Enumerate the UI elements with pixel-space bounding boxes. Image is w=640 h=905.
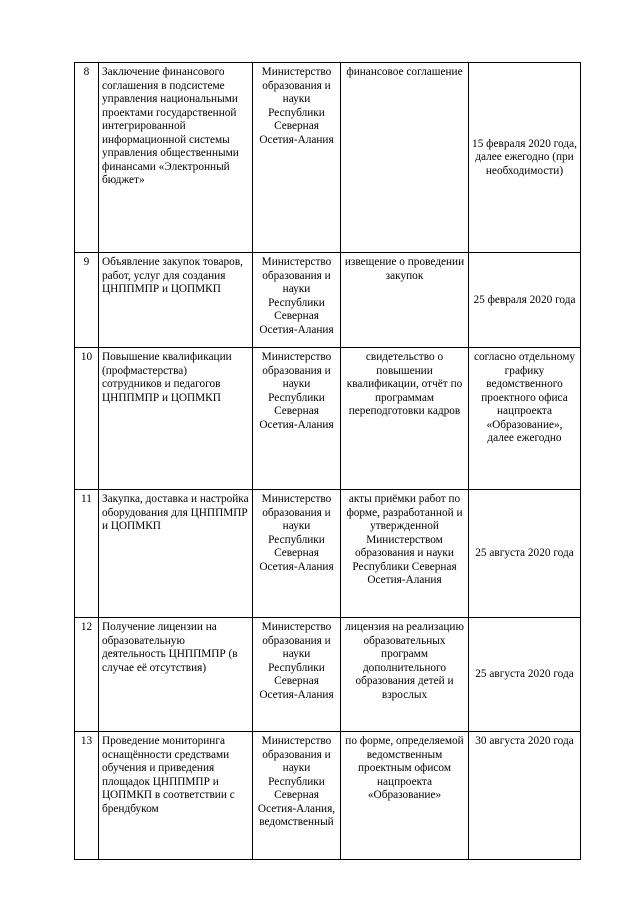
result-cell: свидетельство о повышении квалификации, отчёт по программам переподготовки кадров xyxy=(341,348,469,490)
row-number: 11 xyxy=(75,490,99,618)
table-row xyxy=(75,253,581,348)
result-cell: по форме, определяемой ведомственным проектным офисом нацпроекта «Образование» xyxy=(341,732,469,860)
deadline-cell: 25 августа 2020 года xyxy=(469,490,581,618)
executor-cell: Министерство образования и науки Республики Северная Осетия-Алания xyxy=(253,253,341,348)
row-number: 12 xyxy=(75,618,99,732)
executor-cell: Министерство образования и науки Республики Северная Осетия-Алания xyxy=(253,490,341,618)
result-cell: финансовое соглашение xyxy=(341,63,469,253)
row-number: 8 xyxy=(75,63,99,253)
deadline-cell: 25 февраля 2020 года xyxy=(469,253,581,348)
task-cell: Получение лицензии на образовательную деятельность ЦНППМПР (в случае её отсутствия) xyxy=(99,618,253,732)
deadline-cell: 25 августа 2020 года xyxy=(469,618,581,732)
table-row xyxy=(75,490,581,618)
table-row xyxy=(75,732,581,860)
result-cell: акты приёмки работ по форме, разработанной и утвержденной Министерством образования и науки Республики Северная Осетия-Алания xyxy=(341,490,469,618)
executor-cell: Министерство образования и науки Республики Северная Осетия-Алания xyxy=(253,618,341,732)
task-cell: Закупка, доставка и настройка оборудования для ЦНППМПР и ЦОПМКП xyxy=(99,490,253,618)
executor-cell: Министерство образования и науки Республики Северная Осетия-Алания xyxy=(253,63,341,253)
result-cell: лицензия на реализацию образовательных программ дополнительного образования детей и взрослых xyxy=(341,618,469,732)
task-cell: Объявление закупок товаров, работ, услуг для создания ЦНППМПР и ЦОПМКП xyxy=(99,253,253,348)
table-row xyxy=(75,63,581,253)
task-cell: Проведение мониторинга оснащённости средствами обучения и приведения площадок ЦНППМПР и ЦОПМКП в соответствии с брендбуком xyxy=(99,732,253,860)
table-row xyxy=(75,348,581,490)
deadline-cell: 30 августа 2020 года xyxy=(469,732,581,860)
row-number: 10 xyxy=(75,348,99,490)
executor-cell: Министерство образования и науки Республики Северная Осетия-Алания xyxy=(253,348,341,490)
table-row xyxy=(75,618,581,732)
result-cell: извещение о проведении закупок xyxy=(341,253,469,348)
row-number: 9 xyxy=(75,253,99,348)
task-cell: Заключение финансового соглашения в подсистеме управления национальными проектами государственной интегрированной информационной системы управления общественными финансами «Электронный бюджет» xyxy=(99,63,253,253)
task-cell: Повышение квалификации (профмастерства) сотрудников и педагогов ЦНППМПР и ЦОПМКП xyxy=(99,348,253,490)
activity-plan-table xyxy=(74,62,581,860)
executor-cell: Министерство образования и науки Республики Северная Осетия-Алания, ведомственный xyxy=(253,732,341,860)
deadline-cell: 15 февраля 2020 года, далее ежегодно (при необходимости) xyxy=(469,63,581,253)
row-number: 13 xyxy=(75,732,99,860)
deadline-cell: согласно отдельному графику ведомственного проектного офиса нацпроекта «Образование», далее ежегодно xyxy=(469,348,581,490)
